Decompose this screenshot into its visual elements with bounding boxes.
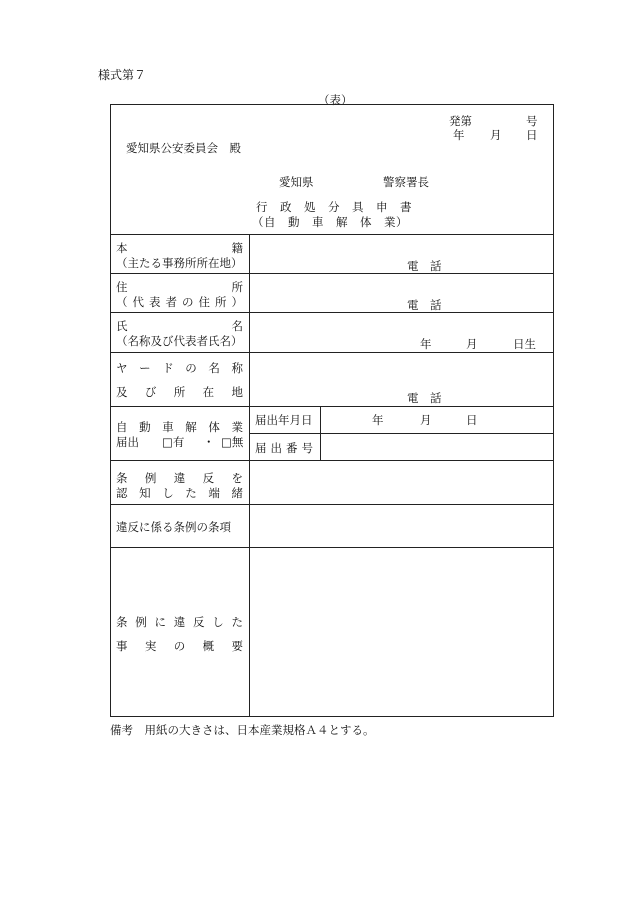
- dismantling-label: [116, 419, 243, 435]
- row-divider: [110, 547, 553, 548]
- birth-month: 月: [466, 337, 478, 351]
- row-divider: [110, 352, 553, 353]
- label-char: 住: [116, 280, 128, 294]
- label-char: 例: [135, 615, 147, 629]
- label-char: た: [231, 615, 243, 629]
- label-char: 概: [202, 639, 215, 653]
- date-month: 月: [490, 128, 502, 142]
- row-divider: [110, 504, 553, 505]
- label-char: 表: [149, 295, 161, 309]
- label-char: 動: [139, 420, 151, 434]
- label-char: 出: [270, 441, 282, 455]
- label-char: 事: [116, 639, 128, 653]
- label-char: の: [173, 639, 186, 653]
- label-char: 例: [144, 471, 157, 485]
- label-char: 代: [132, 295, 144, 309]
- notification-date-day: 日: [466, 413, 478, 427]
- remarks-note: 備考 用紙の大きさは、日本産業規格Ａ４とする。: [110, 723, 375, 737]
- label-char: 業: [231, 420, 243, 434]
- label-char: ー: [139, 361, 151, 375]
- shimei-sublabel: （名称及び代表者氏名）: [116, 334, 243, 348]
- column-divider: [249, 234, 250, 716]
- label-char: 車: [162, 420, 174, 434]
- yard-sublabel: [116, 384, 243, 400]
- addressee: 愛知県公安委員会 殿: [126, 141, 241, 155]
- label-char: 称: [231, 361, 243, 375]
- label-char: を: [231, 471, 243, 485]
- shimei-label: [116, 318, 243, 334]
- yard-label: [116, 360, 243, 376]
- label-char: し: [212, 615, 224, 629]
- birth-day: 日生: [513, 337, 536, 351]
- label-char: 所: [173, 385, 186, 399]
- label-char: 籍: [231, 241, 243, 255]
- label-char: 解: [185, 420, 197, 434]
- label-char: 本: [116, 241, 128, 255]
- notification-date-year: 年: [372, 413, 384, 427]
- birth-year: 年: [420, 337, 432, 351]
- jusho-label: [116, 279, 243, 295]
- label-char: び: [144, 385, 157, 399]
- jusho-phone-label: 電 話: [407, 298, 442, 312]
- label-char: 名: [231, 319, 243, 333]
- label-char: 者: [165, 295, 177, 309]
- label-char: 所: [215, 295, 227, 309]
- label-char: 反: [202, 471, 215, 485]
- sender-title: 警察署長: [383, 175, 429, 189]
- notification-number-label: [255, 440, 313, 456]
- notification-no-checkbox[interactable]: □無: [221, 435, 244, 449]
- label-char: ）: [231, 295, 243, 309]
- honseki-sublabel: （主たる事務所所在地）: [116, 256, 243, 270]
- label-char: 違: [173, 471, 186, 485]
- column-divider: [320, 406, 321, 460]
- label-char: 氏: [116, 319, 128, 333]
- sender-prefecture: 愛知県: [279, 175, 314, 189]
- label-char: 違: [173, 615, 186, 629]
- label-char: の: [185, 361, 197, 375]
- label-char: し: [162, 486, 174, 500]
- jusho-sublabel: [116, 294, 243, 310]
- label-char: 体: [208, 420, 220, 434]
- row-divider: [110, 312, 553, 313]
- label-char: 住: [198, 295, 210, 309]
- summary-label: [116, 614, 243, 630]
- label-char: 条: [116, 615, 128, 629]
- issue-number-suffix: 号: [526, 114, 538, 128]
- label-char: 名: [208, 361, 220, 375]
- label-char: 号: [301, 441, 313, 455]
- label-char: 要: [231, 639, 243, 653]
- honseki-phone-label: 電 話: [407, 259, 442, 273]
- form-number: 様式第７: [98, 68, 147, 82]
- label-char: 反: [193, 615, 205, 629]
- date-year: 年: [453, 128, 465, 142]
- row-divider: [250, 433, 553, 434]
- label-char: ド: [162, 361, 174, 375]
- label-char: た: [185, 486, 197, 500]
- label-char: 所: [231, 280, 243, 294]
- notification-date-month: 月: [420, 413, 432, 427]
- label-char: 端: [208, 486, 220, 500]
- document-title: 行 政 処 分 具 申 書: [256, 200, 412, 214]
- document-subtitle: （自 動 車 解 体 業）: [252, 215, 408, 229]
- notification-date-label: 届出年月日: [255, 413, 313, 427]
- notification-label: 届出: [116, 435, 139, 449]
- label-char: 知: [139, 486, 151, 500]
- label-char: 地: [231, 385, 243, 399]
- label-char: 実: [144, 639, 157, 653]
- discovery-label: [116, 470, 243, 486]
- summary-sublabel: [116, 638, 243, 654]
- label-char: ヤ: [116, 361, 128, 375]
- label-char: の: [182, 295, 194, 309]
- label-char: 条: [116, 471, 128, 485]
- row-divider: [110, 234, 553, 235]
- discovery-sublabel: [116, 485, 243, 501]
- issue-number-prefix: 発第: [449, 114, 472, 128]
- clause-label: 違反に係る条例の条項: [116, 520, 231, 534]
- label-char: 在: [202, 385, 215, 399]
- row-divider: [110, 406, 553, 407]
- honseki-label: [116, 240, 243, 256]
- notification-yes-checkbox[interactable]: □有: [162, 435, 185, 449]
- row-divider: [110, 273, 553, 274]
- label-char: 届: [255, 441, 267, 455]
- separator-dot: ・: [203, 435, 215, 449]
- label-char: 及: [116, 385, 128, 399]
- side-label: （表）: [318, 93, 353, 107]
- label-char: 番: [286, 441, 298, 455]
- row-divider: [110, 460, 553, 461]
- label-char: 緒: [231, 486, 243, 500]
- label-char: 自: [116, 420, 128, 434]
- label-char: 認: [116, 486, 128, 500]
- label-char: に: [154, 615, 166, 629]
- yard-phone-label: 電 話: [407, 391, 442, 405]
- label-char: （: [116, 295, 128, 309]
- date-day: 日: [526, 128, 538, 142]
